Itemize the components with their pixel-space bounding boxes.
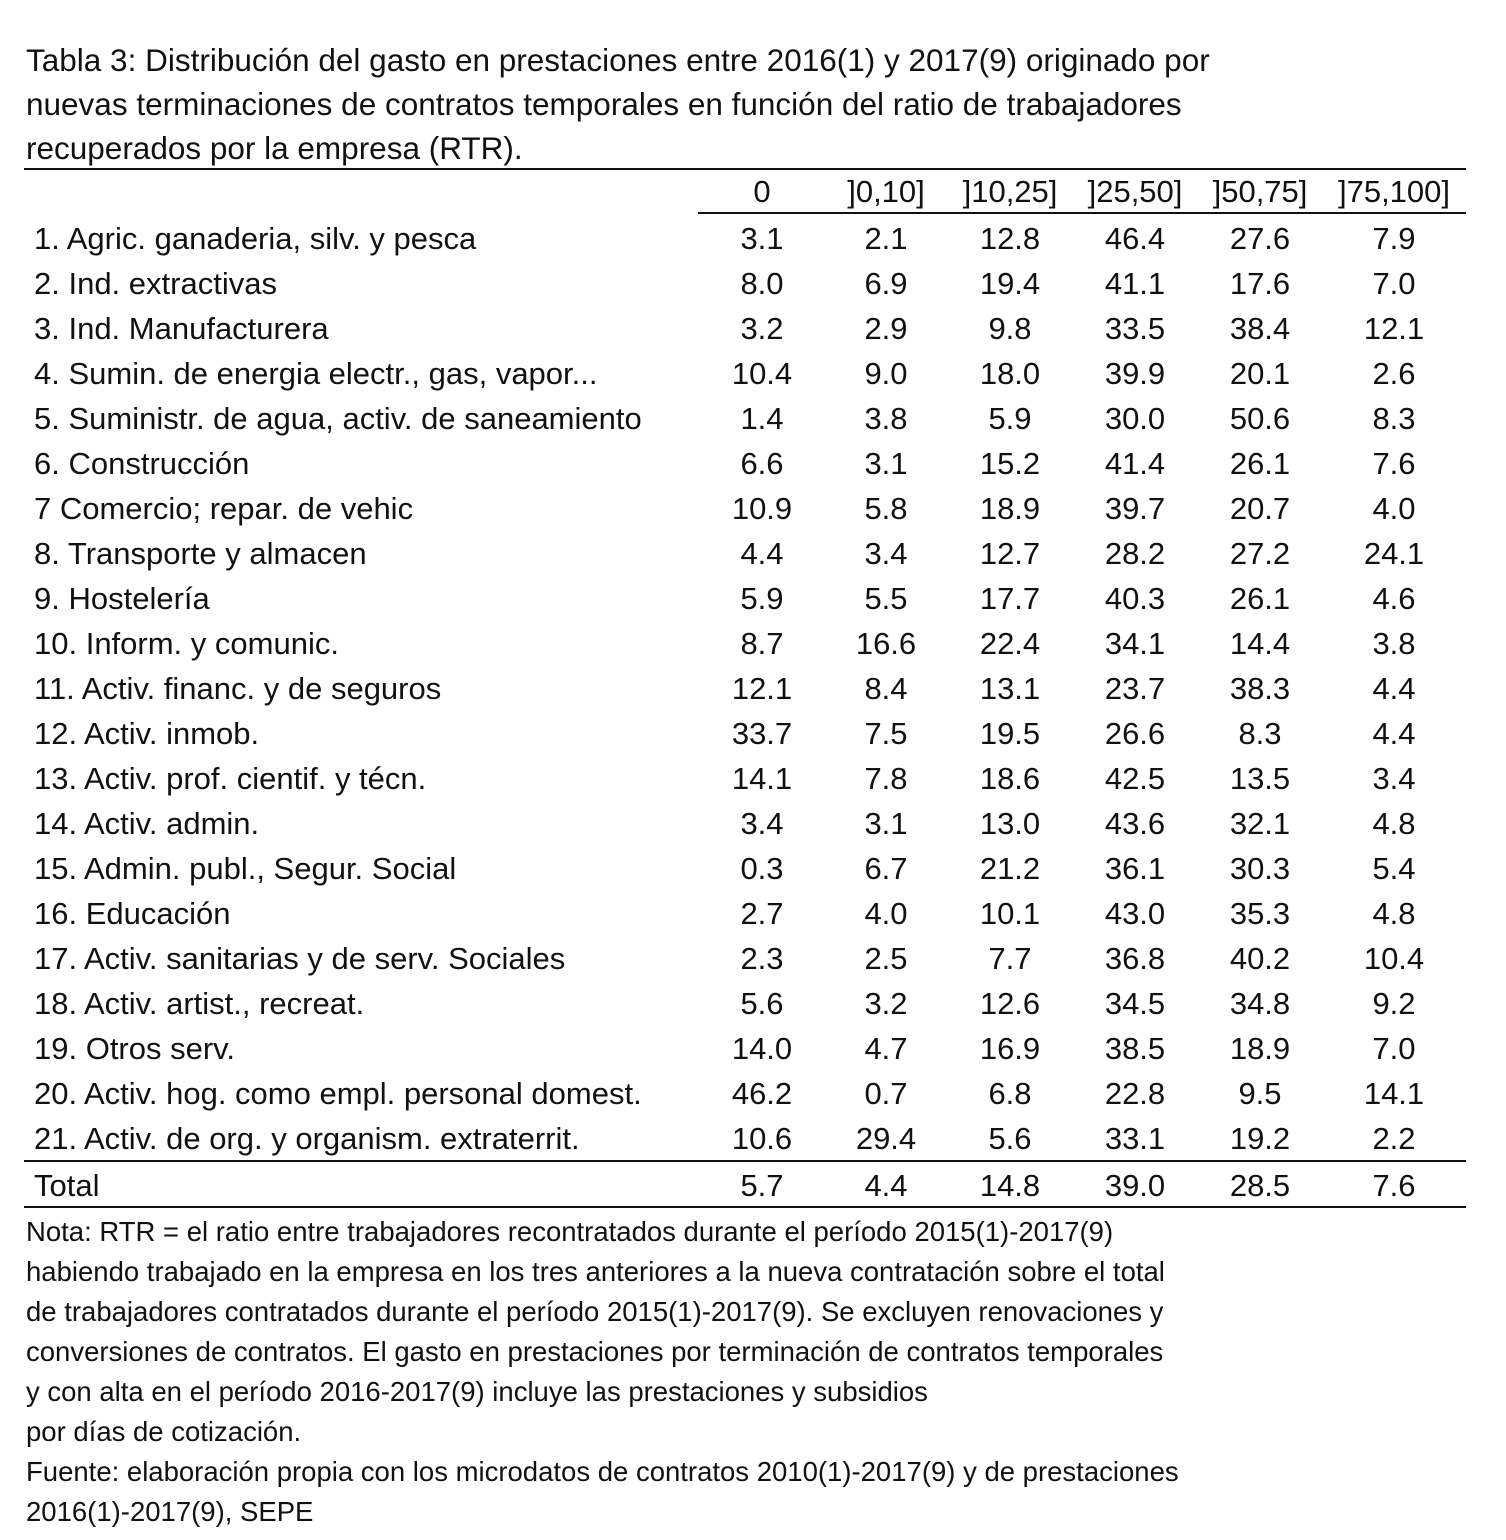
table-row bbox=[0, 261, 1506, 306]
table-cell: 39.9 bbox=[1104, 356, 1166, 391]
table-cell: 4.0 bbox=[1372, 491, 1416, 526]
table-cell: 41.1 bbox=[1104, 266, 1166, 301]
title-line: nuevas terminaciones de contratos temporales en función del ratio de trabajadores bbox=[26, 86, 1182, 122]
title-line: Tabla 3: Distribución del gasto en prestaciones entre 2016(1) y 2017(9) originado por bbox=[26, 42, 1210, 78]
bottom-rule bbox=[24, 1206, 1466, 1208]
table-cell: 36.1 bbox=[1104, 851, 1166, 886]
table-cell: 38.5 bbox=[1104, 1031, 1166, 1066]
table-cell: 3.4 bbox=[1372, 761, 1416, 796]
table-cell: 23.7 bbox=[1104, 671, 1166, 706]
table-cell: 3.8 bbox=[1372, 626, 1416, 661]
row-label: 20. Activ. hog. como empl. personal domest. bbox=[34, 1076, 642, 1111]
row-label: 15. Admin. publ., Segur. Social bbox=[34, 851, 457, 886]
table-row bbox=[0, 846, 1506, 891]
note-line: de trabajadores contratados durante el período 2015(1)-2017(9). Se excluyen renovaciones y bbox=[26, 1296, 1164, 1327]
table-cell: 33.5 bbox=[1104, 311, 1166, 346]
table-cell: 10.1 bbox=[979, 896, 1041, 931]
total-cell: 4.4 bbox=[864, 1168, 908, 1203]
table-cell: 5.8 bbox=[864, 491, 908, 526]
table-row bbox=[0, 576, 1506, 621]
table-cell: 6.7 bbox=[864, 851, 908, 886]
table-cell: 2.2 bbox=[1372, 1121, 1416, 1156]
table-cell: 46.2 bbox=[731, 1076, 793, 1111]
total-rule bbox=[24, 1160, 1466, 1162]
table-cell: 4.8 bbox=[1372, 896, 1416, 931]
total-cell: 7.6 bbox=[1372, 1168, 1416, 1203]
table-cell: 32.1 bbox=[1229, 806, 1291, 841]
table-row bbox=[0, 891, 1506, 936]
table-cell: 9.2 bbox=[1372, 986, 1416, 1021]
total-cell: 39.0 bbox=[1104, 1168, 1166, 1203]
row-label: 9. Hostelería bbox=[34, 581, 210, 616]
title-line: recuperados por la empresa (RTR). bbox=[26, 130, 523, 166]
table-cell: 9.5 bbox=[1238, 1076, 1282, 1111]
table-cell: 18.0 bbox=[979, 356, 1041, 391]
table-cell: 5.5 bbox=[864, 581, 908, 616]
row-label: 4. Sumin. de energia electr., gas, vapor... bbox=[34, 356, 598, 391]
table-cell: 38.3 bbox=[1229, 671, 1291, 706]
table-cell: 33.1 bbox=[1104, 1121, 1166, 1156]
table-note bbox=[26, 1212, 1426, 1532]
table-row bbox=[0, 756, 1506, 801]
table-cell: 5.9 bbox=[740, 581, 784, 616]
table-cell: 4.8 bbox=[1372, 806, 1416, 841]
row-label: 19. Otros serv. bbox=[34, 1031, 235, 1066]
header-rule bbox=[698, 212, 1466, 214]
table-cell: 43.0 bbox=[1104, 896, 1166, 931]
table-cell: 1.4 bbox=[740, 401, 784, 436]
table-cell: 12.7 bbox=[979, 536, 1041, 571]
row-label: 17. Activ. sanitarias y de serv. Sociales bbox=[34, 941, 566, 976]
table-cell: 8.3 bbox=[1372, 401, 1416, 436]
row-label: 10. Inform. y comunic. bbox=[34, 626, 339, 661]
table-row bbox=[0, 936, 1506, 981]
source-line: 2016(1)-2017(9), SEPE bbox=[26, 1496, 314, 1527]
table-cell: 3.2 bbox=[740, 311, 784, 346]
note-line: Nota: RTR = el ratio entre trabajadores recontratados durante el período 2015(1)-2017(9) bbox=[26, 1216, 1114, 1247]
table-cell: 24.1 bbox=[1363, 536, 1425, 571]
row-label: 6. Construcción bbox=[34, 446, 250, 481]
table-cell: 13.0 bbox=[979, 806, 1041, 841]
table-cell: 4.7 bbox=[864, 1031, 908, 1066]
table-cell: 26.1 bbox=[1229, 446, 1291, 481]
table-cell: 5.9 bbox=[988, 401, 1032, 436]
table-cell: 26.6 bbox=[1104, 716, 1166, 751]
table-cell: 19.5 bbox=[979, 716, 1041, 751]
table-cell: 6.9 bbox=[864, 266, 908, 301]
table-cell: 13.5 bbox=[1229, 761, 1291, 796]
table-cell: 15.2 bbox=[979, 446, 1041, 481]
table-cell: 4.0 bbox=[864, 896, 908, 931]
table-cell: 42.5 bbox=[1104, 761, 1166, 796]
table-cell: 14.4 bbox=[1229, 626, 1291, 661]
row-label: 1. Agric. ganaderia, silv. y pesca bbox=[34, 221, 477, 256]
table-cell: 35.3 bbox=[1229, 896, 1291, 931]
table-cell: 30.0 bbox=[1104, 401, 1166, 436]
table-cell: 12.1 bbox=[1363, 311, 1425, 346]
table-row bbox=[0, 981, 1506, 1026]
row-label: 2. Ind. extractivas bbox=[34, 266, 277, 301]
table-cell: 7.0 bbox=[1372, 1031, 1416, 1066]
table-row bbox=[0, 711, 1506, 756]
table-cell: 26.1 bbox=[1229, 581, 1291, 616]
table-cell: 8.4 bbox=[864, 671, 908, 706]
table-cell: 7.9 bbox=[1372, 221, 1416, 256]
table-cell: 50.6 bbox=[1229, 401, 1291, 436]
table-cell: 8.7 bbox=[740, 626, 784, 661]
table-cell: 4.4 bbox=[740, 536, 784, 571]
table-cell: 10.4 bbox=[731, 356, 793, 391]
column-header: ]10,25] bbox=[962, 174, 1058, 209]
table-row bbox=[0, 486, 1506, 531]
table-cell: 29.4 bbox=[855, 1121, 917, 1156]
table-cell: 38.4 bbox=[1229, 311, 1291, 346]
table-cell: 18.9 bbox=[1229, 1031, 1291, 1066]
table-cell: 41.4 bbox=[1104, 446, 1166, 481]
table-cell: 12.6 bbox=[979, 986, 1041, 1021]
table-row bbox=[0, 1071, 1506, 1116]
row-label: 13. Activ. prof. cientif. y técn. bbox=[34, 761, 427, 796]
note-line: habiendo trabajado en la empresa en los tres anteriores a la nueva contratación sobre el total bbox=[26, 1256, 1165, 1287]
table-cell: 14.1 bbox=[1363, 1076, 1425, 1111]
row-label: 14. Activ. admin. bbox=[34, 806, 260, 841]
table-cell: 10.6 bbox=[731, 1121, 793, 1156]
table-cell: 16.9 bbox=[979, 1031, 1041, 1066]
top-rule bbox=[24, 168, 1466, 170]
table-cell: 17.6 bbox=[1229, 266, 1291, 301]
table-row bbox=[0, 441, 1506, 486]
table-cell: 27.6 bbox=[1229, 221, 1291, 256]
table-cell: 3.2 bbox=[864, 986, 908, 1021]
row-label: 11. Activ. financ. y de seguros bbox=[34, 671, 442, 706]
row-label: 21. Activ. de org. y organism. extraterrit. bbox=[34, 1121, 580, 1156]
table-cell: 33.7 bbox=[731, 716, 793, 751]
table-cell: 2.7 bbox=[740, 896, 784, 931]
table-cell: 14.1 bbox=[731, 761, 793, 796]
table-cell: 34.1 bbox=[1104, 626, 1166, 661]
table-cell: 3.1 bbox=[740, 221, 784, 256]
table-cell: 6.6 bbox=[740, 446, 784, 481]
table-row bbox=[0, 1116, 1506, 1161]
table-cell: 3.8 bbox=[864, 401, 908, 436]
table-cell: 4.4 bbox=[1372, 671, 1416, 706]
table-cell: 2.6 bbox=[1372, 356, 1416, 391]
table-cell: 4.6 bbox=[1372, 581, 1416, 616]
note-line: por días de cotización. bbox=[26, 1416, 302, 1447]
table-cell: 2.5 bbox=[864, 941, 908, 976]
table-cell: 9.8 bbox=[988, 311, 1032, 346]
table-cell: 18.9 bbox=[979, 491, 1041, 526]
table-cell: 10.9 bbox=[731, 491, 793, 526]
table-row bbox=[0, 621, 1506, 666]
row-label: 7 Comercio; repar. de vehic bbox=[34, 491, 414, 526]
table-row bbox=[0, 531, 1506, 576]
table-cell: 5.4 bbox=[1372, 851, 1416, 886]
table-cell: 39.7 bbox=[1104, 491, 1166, 526]
column-header: 0 bbox=[753, 174, 771, 209]
table-cell: 9.0 bbox=[864, 356, 908, 391]
total-cell: 14.8 bbox=[979, 1168, 1041, 1203]
table-cell: 7.8 bbox=[864, 761, 908, 796]
table-cell: 5.6 bbox=[988, 1121, 1032, 1156]
table-cell: 46.4 bbox=[1104, 221, 1166, 256]
total-label: Total bbox=[34, 1168, 100, 1203]
table-row bbox=[0, 216, 1506, 261]
row-label: 5. Suministr. de agua, activ. de saneamiento bbox=[34, 401, 642, 436]
table-cell: 30.3 bbox=[1229, 851, 1291, 886]
table-cell: 7.6 bbox=[1372, 446, 1416, 481]
table-cell: 17.7 bbox=[979, 581, 1041, 616]
table-row bbox=[0, 306, 1506, 351]
table-cell: 12.8 bbox=[979, 221, 1041, 256]
table-row bbox=[0, 1026, 1506, 1071]
table-cell: 4.4 bbox=[1372, 716, 1416, 751]
note-line: conversiones de contratos. El gasto en prestaciones por terminación de contratos temporales bbox=[26, 1336, 1164, 1367]
table-cell: 6.8 bbox=[988, 1076, 1032, 1111]
table-cell: 13.1 bbox=[979, 671, 1041, 706]
row-label: 3. Ind. Manufacturera bbox=[34, 311, 329, 346]
table-cell: 3.4 bbox=[864, 536, 908, 571]
table-cell: 19.4 bbox=[979, 266, 1041, 301]
column-header: ]0,10] bbox=[847, 174, 925, 209]
table-cell: 7.5 bbox=[864, 716, 908, 751]
table-cell: 34.8 bbox=[1229, 986, 1291, 1021]
total-row bbox=[0, 1163, 1506, 1208]
table-cell: 21.2 bbox=[979, 851, 1041, 886]
table-cell: 28.2 bbox=[1104, 536, 1166, 571]
table-cell: 10.4 bbox=[1363, 941, 1425, 976]
row-label: 16. Educación bbox=[34, 896, 231, 931]
table-cell: 2.9 bbox=[864, 311, 908, 346]
total-cell: 28.5 bbox=[1229, 1168, 1291, 1203]
table-cell: 34.5 bbox=[1104, 986, 1166, 1021]
table-cell: 8.3 bbox=[1238, 716, 1282, 751]
note-line: y con alta en el período 2016-2017(9) incluye las prestaciones y subsidios bbox=[26, 1376, 928, 1407]
row-label: 12. Activ. inmob. bbox=[34, 716, 260, 751]
table-cell: 12.1 bbox=[731, 671, 793, 706]
table-cell: 0.3 bbox=[740, 851, 784, 886]
table-cell: 8.0 bbox=[740, 266, 784, 301]
table-cell: 18.6 bbox=[979, 761, 1041, 796]
table-cell: 14.0 bbox=[731, 1031, 793, 1066]
table-row bbox=[0, 801, 1506, 846]
table-cell: 20.1 bbox=[1229, 356, 1291, 391]
row-label: 18. Activ. artist., recreat. bbox=[34, 986, 365, 1021]
table-cell: 22.4 bbox=[979, 626, 1041, 661]
total-cell: 5.7 bbox=[740, 1168, 784, 1203]
table-cell: 19.2 bbox=[1229, 1121, 1291, 1156]
table-cell: 16.6 bbox=[855, 626, 917, 661]
table-cell: 22.8 bbox=[1104, 1076, 1166, 1111]
table-cell: 36.8 bbox=[1104, 941, 1166, 976]
row-label: 8. Transporte y almacen bbox=[34, 536, 367, 571]
table-cell: 27.2 bbox=[1229, 536, 1291, 571]
table-cell: 7.0 bbox=[1372, 266, 1416, 301]
table-cell: 3.4 bbox=[740, 806, 784, 841]
table-title bbox=[26, 38, 1326, 170]
column-header: ]25,50] bbox=[1087, 174, 1183, 209]
table-row bbox=[0, 666, 1506, 711]
table-cell: 40.2 bbox=[1229, 941, 1291, 976]
table-cell: 2.3 bbox=[740, 941, 784, 976]
source-line: Fuente: elaboración propia con los microdatos de contratos 2010(1)-2017(9) y de prestaciones bbox=[26, 1456, 1179, 1487]
table-cell: 20.7 bbox=[1229, 491, 1291, 526]
table-cell: 5.6 bbox=[740, 986, 784, 1021]
table-row bbox=[0, 396, 1506, 441]
table-row bbox=[0, 351, 1506, 396]
column-header: ]75,100] bbox=[1337, 174, 1451, 209]
table-cell: 43.6 bbox=[1104, 806, 1166, 841]
table-cell: 7.7 bbox=[988, 941, 1032, 976]
table-cell: 3.1 bbox=[864, 806, 908, 841]
column-header: ]50,75] bbox=[1212, 174, 1308, 209]
table-cell: 0.7 bbox=[864, 1076, 908, 1111]
table-cell: 3.1 bbox=[864, 446, 908, 481]
table-cell: 40.3 bbox=[1104, 581, 1166, 616]
table-cell: 2.1 bbox=[864, 221, 908, 256]
